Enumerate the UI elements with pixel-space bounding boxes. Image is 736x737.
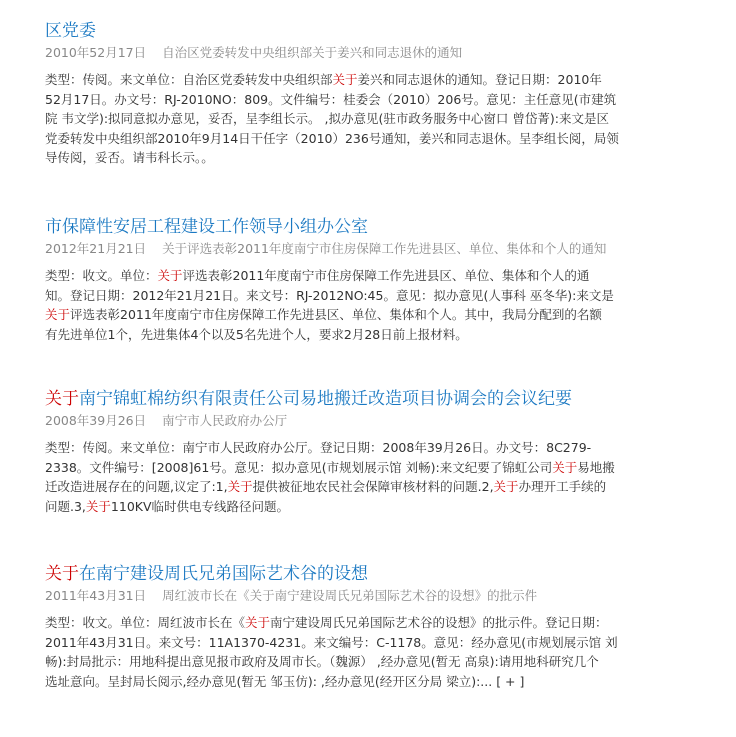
result-snippet bbox=[45, 613, 685, 691]
text-segment: 问题.3, bbox=[45, 498, 86, 514]
text-segment: 类型：收文。单位： bbox=[45, 268, 158, 283]
text-segment: 52月17日。办文号：RJ-2010NO：809。文件编号：桂委会（2010）206号。意见：主任意见(市建筑 bbox=[45, 91, 617, 107]
result-snippet bbox=[45, 438, 685, 516]
result-source: 周红波市长在《关于南宁建设周氏兄弟国际艺术谷的设想》的批示件 bbox=[162, 588, 538, 603]
text-segment: 类型：传阅。来文单位：南宁市人民政府办公厅。登记日期：2008年39月26日。办文号：8C279- bbox=[45, 440, 592, 455]
result-meta bbox=[45, 412, 685, 430]
result-meta bbox=[45, 587, 685, 605]
result-snippet bbox=[45, 266, 685, 344]
text-segment: 迁改造进展存在的问题,议定了:1, bbox=[45, 479, 228, 494]
text-segment: 评选表彰2011年度南宁市住房保障工作先进县区、单位、集体和个人。其中，我局分配到的名额 bbox=[70, 307, 602, 322]
result-date: 2011年43月31日 bbox=[45, 588, 147, 603]
text-segment: 易地搬 bbox=[577, 459, 615, 475]
snippet-line bbox=[45, 266, 685, 286]
result-date: 2010年52月17日 bbox=[45, 45, 147, 60]
snippet-line bbox=[45, 497, 685, 517]
text-segment: 南宁锦虹棉纺织有限责任公司易地搬迁改造项目协调会的会议纪要 bbox=[79, 389, 572, 409]
snippet-line bbox=[45, 109, 685, 129]
snippet-line bbox=[45, 458, 685, 478]
snippet-line bbox=[45, 325, 685, 345]
text-segment: 南宁建设周氏兄弟国际艺术谷的设想》的批示件。登记日期： bbox=[270, 615, 608, 630]
text-segment: 评选表彰2011年度南宁市住房保障工作先进县区、单位、集体和个人的通 bbox=[182, 268, 590, 283]
text-segment: 类型：收文。单位：周红波市长在《 bbox=[45, 615, 246, 630]
snippet-line bbox=[45, 129, 685, 149]
result-date: 2008年39月26日 bbox=[45, 413, 147, 428]
result-meta bbox=[45, 44, 685, 62]
keyword-highlight: 关于 bbox=[85, 498, 111, 514]
text-segment: 类型：传阅。来文单位：自治区党委转发中央组织部 bbox=[45, 72, 333, 87]
result-title-link[interactable] bbox=[45, 563, 685, 585]
text-segment: 在南宁建设周氏兄弟国际艺术谷的设想 bbox=[79, 564, 368, 584]
keyword-highlight: 关于 bbox=[493, 479, 519, 494]
text-segment: 知。登记日期：2012年21月21日。来文号：RJ-2012NO:45。意见：拟办意见(人事科 巫冬华):来文是 bbox=[45, 287, 614, 303]
keyword-highlight: 关于 bbox=[45, 307, 71, 322]
result-item bbox=[45, 20, 685, 168]
text-segment: 党委转发中央组织部2010年9月14日干任字（2010）236号通知，姜兴和同志退休。呈李组长阅，局领 bbox=[45, 130, 619, 146]
result-item bbox=[45, 388, 685, 516]
snippet-line bbox=[45, 438, 685, 458]
snippet-line bbox=[45, 633, 685, 653]
keyword-highlight: 关于 bbox=[45, 564, 79, 584]
keyword-highlight: 关于 bbox=[245, 615, 271, 630]
text-segment: 2011年43月31日。来文号：11A1370-4231。来文编号：C-1178。意见：经办意见(市规划展示馆 刘 bbox=[45, 634, 618, 650]
text-segment: 2338。文件编号：[2008]61号。意见：拟办意见(市规划展示馆 刘畅):来文纪要了锦虹公司 bbox=[45, 459, 553, 475]
text-segment: 区党委 bbox=[45, 21, 96, 41]
text-segment: 提供被征地农民社会保障审核材料的问题.2, bbox=[252, 479, 494, 494]
keyword-highlight: 关于 bbox=[552, 459, 578, 475]
snippet-line bbox=[45, 90, 685, 110]
result-source: 南宁市人民政府办公厅 bbox=[162, 413, 288, 428]
result-item bbox=[45, 563, 685, 691]
keyword-highlight: 关于 bbox=[45, 389, 79, 409]
text-segment: 畅):封局批示：用地科提出意见报市政府及周市长。（魏源） ,经办意见(暂无 高泉):请用地科研究几个 bbox=[45, 654, 599, 669]
result-meta bbox=[45, 240, 685, 258]
keyword-highlight: 关于 bbox=[227, 479, 253, 494]
text-segment: 院 韦文学):拟同意拟办意见，妥否，呈李组长示。 ,拟办意见(驻市政务服务中心窗口 曾岱菁):来文是区 bbox=[45, 111, 609, 126]
snippet-line bbox=[45, 148, 685, 168]
text-segment: 导传阅，妥否。请韦科长示。。 bbox=[45, 150, 214, 165]
snippet-line bbox=[45, 613, 685, 633]
result-source: 自治区党委转发中央组织部关于姜兴和同志退休的通知 bbox=[162, 45, 463, 60]
text-segment: 市保障性安居工程建设工作领导小组办公室 bbox=[45, 217, 368, 237]
result-item bbox=[45, 216, 685, 344]
keyword-highlight: 关于 bbox=[157, 268, 183, 283]
snippet-line bbox=[45, 477, 685, 497]
snippet-line bbox=[45, 652, 685, 672]
text-segment: 110KV临时供电专线路径问题。 bbox=[110, 498, 290, 514]
expand-more-link[interactable]: [ + ] bbox=[496, 673, 525, 689]
text-segment: 办理开工手续的 bbox=[518, 479, 607, 494]
text-segment: 姜兴和同志退休的通知。登记日期：2010年 bbox=[357, 72, 602, 87]
snippet-line bbox=[45, 70, 685, 90]
text-segment: 选址意向。呈封局长阅示,经办意见(暂无 邹玉仿): ,经办意见(经开区分局 梁立):... bbox=[45, 673, 493, 689]
result-title-link[interactable] bbox=[45, 20, 685, 42]
text-segment: 有先进单位1个，先进集体4个以及5名先进个人，要求2月28日前上报材料。 bbox=[45, 326, 468, 342]
result-date: 2012年21月21日 bbox=[45, 241, 147, 256]
snippet-line bbox=[45, 672, 685, 692]
snippet-line bbox=[45, 305, 685, 325]
result-snippet bbox=[45, 70, 685, 168]
keyword-highlight: 关于 bbox=[332, 72, 358, 87]
result-title-link[interactable] bbox=[45, 216, 685, 238]
result-title-link[interactable] bbox=[45, 388, 685, 410]
result-source: 关于评选表彰2011年度南宁市住房保障工作先进县区、单位、集体和个人的通知 bbox=[162, 241, 607, 256]
snippet-line bbox=[45, 286, 685, 306]
